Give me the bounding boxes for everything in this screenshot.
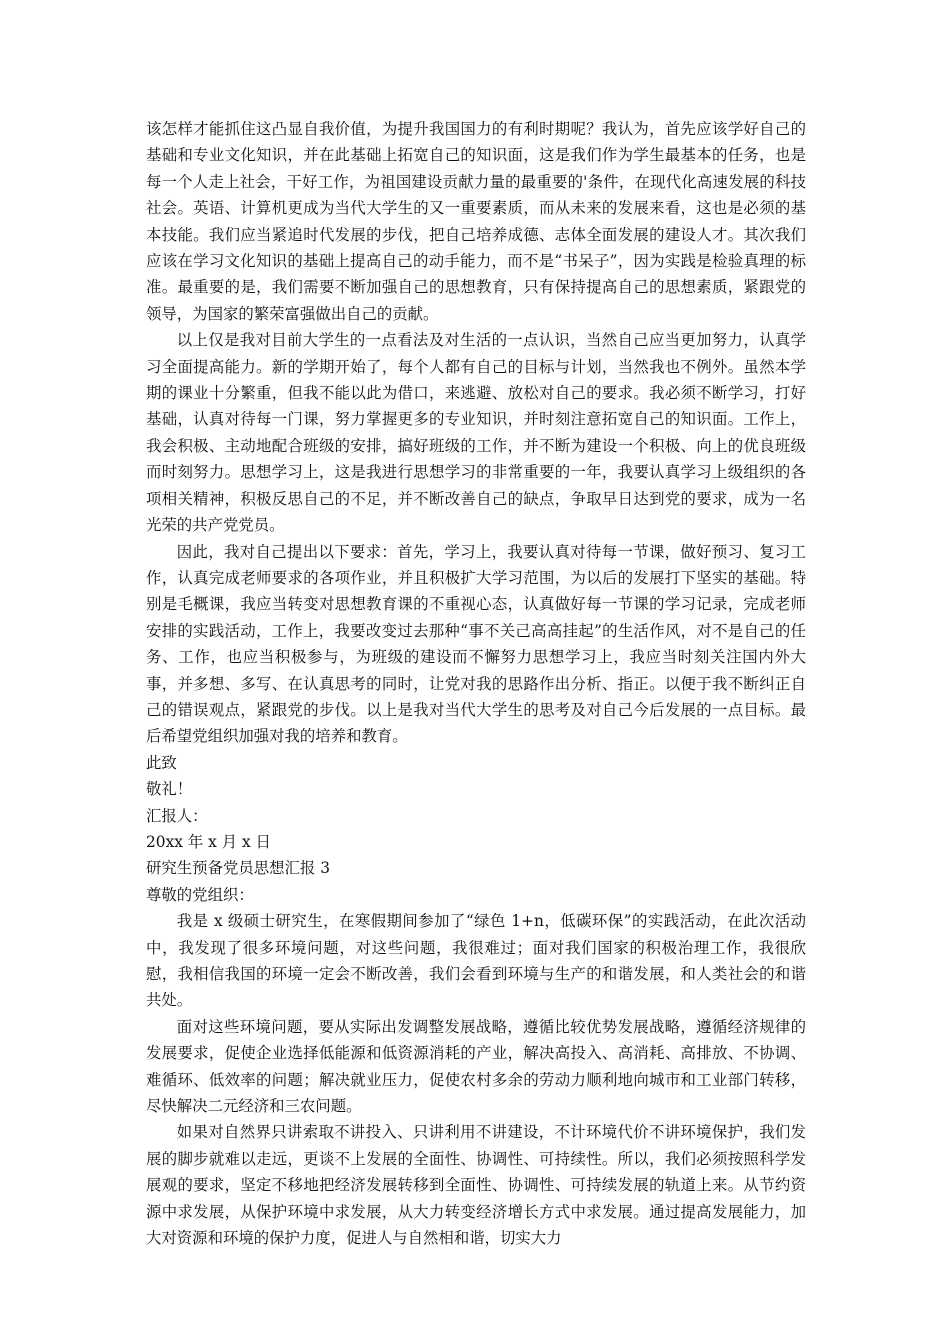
- document-body: [146, 116, 806, 1251]
- paragraph: 因此，我对自己提出以下要求：首先，学习上，我要认真对待每一节课，做好预习、复习工作，认真完成老师要求的各项作业，并且积极扩大学习范围，为以后的发展打下坚实的基础。特别是毛概课，我应当转变对思想教育课的不重视心态，认真做好每一节课的学习记录，完成老师安排的实践活动，工作上，我要改变过去那种“事不关己高高挂起”的生活作风，对不是自己的任务、工作，也应当积极参与，为班级的建设而不懈努力思想学习上，我应当时刻关注国内外大事，并多想、多写、在认真思考的同时，让党对我的思路作出分析、指正。以便于我不断纠正自己的错误观点，紧跟党的步伐。以上是我对当代大学生的思考及对自己今后发展的一点目标。最后希望党组织加强对我的培养和教育。: [146, 542, 806, 746]
- paragraph: 面对这些环境问题，要从实际出发调整发展战略，遵循比较优势发展战略，遵循经济规律的发展要求，促使企业选择低能源和低资源消耗的产业，解决高投入、高消耗、高排放、不协调、难循环、低效率的问题；解决就业压力，促使农村多余的劳动力顺利地向城市和工业部门转移，尽快解决二元经济和三农问题。: [146, 1017, 806, 1116]
- report-date: 20xx 年 x 月 x 日: [146, 832, 271, 851]
- section-title: 研究生预备党员思想汇报 3: [146, 859, 330, 878]
- salutation: 尊敬的党组织：: [146, 885, 254, 904]
- closing-line: 敬礼！: [146, 780, 193, 799]
- paragraph: 以上仅是我对目前大学生的一点看法及对生活的一点认识，当然自己应当更加努力，认真学习全面提高能力。新的学期开始了，每个人都有自己的目标与计划，当然我也不例外。虽然本学期的课业十分繁重，但我不能以此为借口，来逃避、放松对自己的要求。我必须不断学习，打好基础，认真对待每一门课，努力掌握更多的专业知识，并时刻注意拓宽自己的知识面。工作上，我会积极、主动地配合班级的安排，搞好班级的工作，并不断为建设一个积极、向上的优良班级而时刻努力。思想学习上，这是我进行思想学习的非常重要的一年，我要认真学习上级组织的各项相关精神，积极反思自己的不足，并不断改善自己的缺点，争取早日达到党的要求，成为一名光荣的共产党党员。: [146, 331, 806, 535]
- paragraph: 如果对自然界只讲索取不讲投入、只讲利用不讲建设，不计环境代价不讲环境保护，我们发展的脚步就难以走远，更谈不上发展的全面性、协调性、可持续性。所以，我们必须按照科学发展观的要求，坚定不移地把经济发展转移到全面性、协调性、可持续发展的轨道上来。从节约资源中求发展，从保护环境中求发展，从大力转变经济增长方式中求发展。通过提高发展能力，加大对资源和环境的保护力度，促进人与自然相和谐，切实大力: [146, 1123, 806, 1248]
- paragraph-continued: 该怎样才能抓住这凸显自我价值，为提升我国国力的有利时期呢？我认为，首先应该学好自己的基础和专业文化知识，并在此基础上拓宽自己的知识面，这是我们作为学生最基本的任务，也是每一个人走上社会，干好工作，为祖国建设贡献力量的最重要的'条件，在现代化高速发展的科技社会。英语、计算机更成为当代大学生的又一重要素质，而从未来的发展来看，这也是必须的基本技能。我们应当紧追时代发展的步伐，把自己培养成德、志体全面发展的建设人才。其次我们应该在学习文化知识的基础上提高自己的动手能力，而不是“书呆子”，因为实践是检验真理的标准。最重要的是，我们需要不断加强自己的思想教育，只有保持提高自己的思想素质，紧跟党的领导，为国家的繁荣富强做出自己的贡献。: [146, 120, 806, 323]
- paragraph: 我是 x 级硕士研究生，在寒假期间参加了“绿色 1+n，低碳环保”的实践活动，在此次活动中，我发现了很多环境问题，对这些问题，我很难过；面对我们国家的积极治理工作，我很欣慰，我相信我国的环境一定会不断改善，我们会看到环境与生产的和谐发展，和人类社会的和谐共处。: [146, 912, 806, 1010]
- reporter-label: 汇报人：: [146, 806, 208, 825]
- closing-line: 此致: [146, 753, 177, 772]
